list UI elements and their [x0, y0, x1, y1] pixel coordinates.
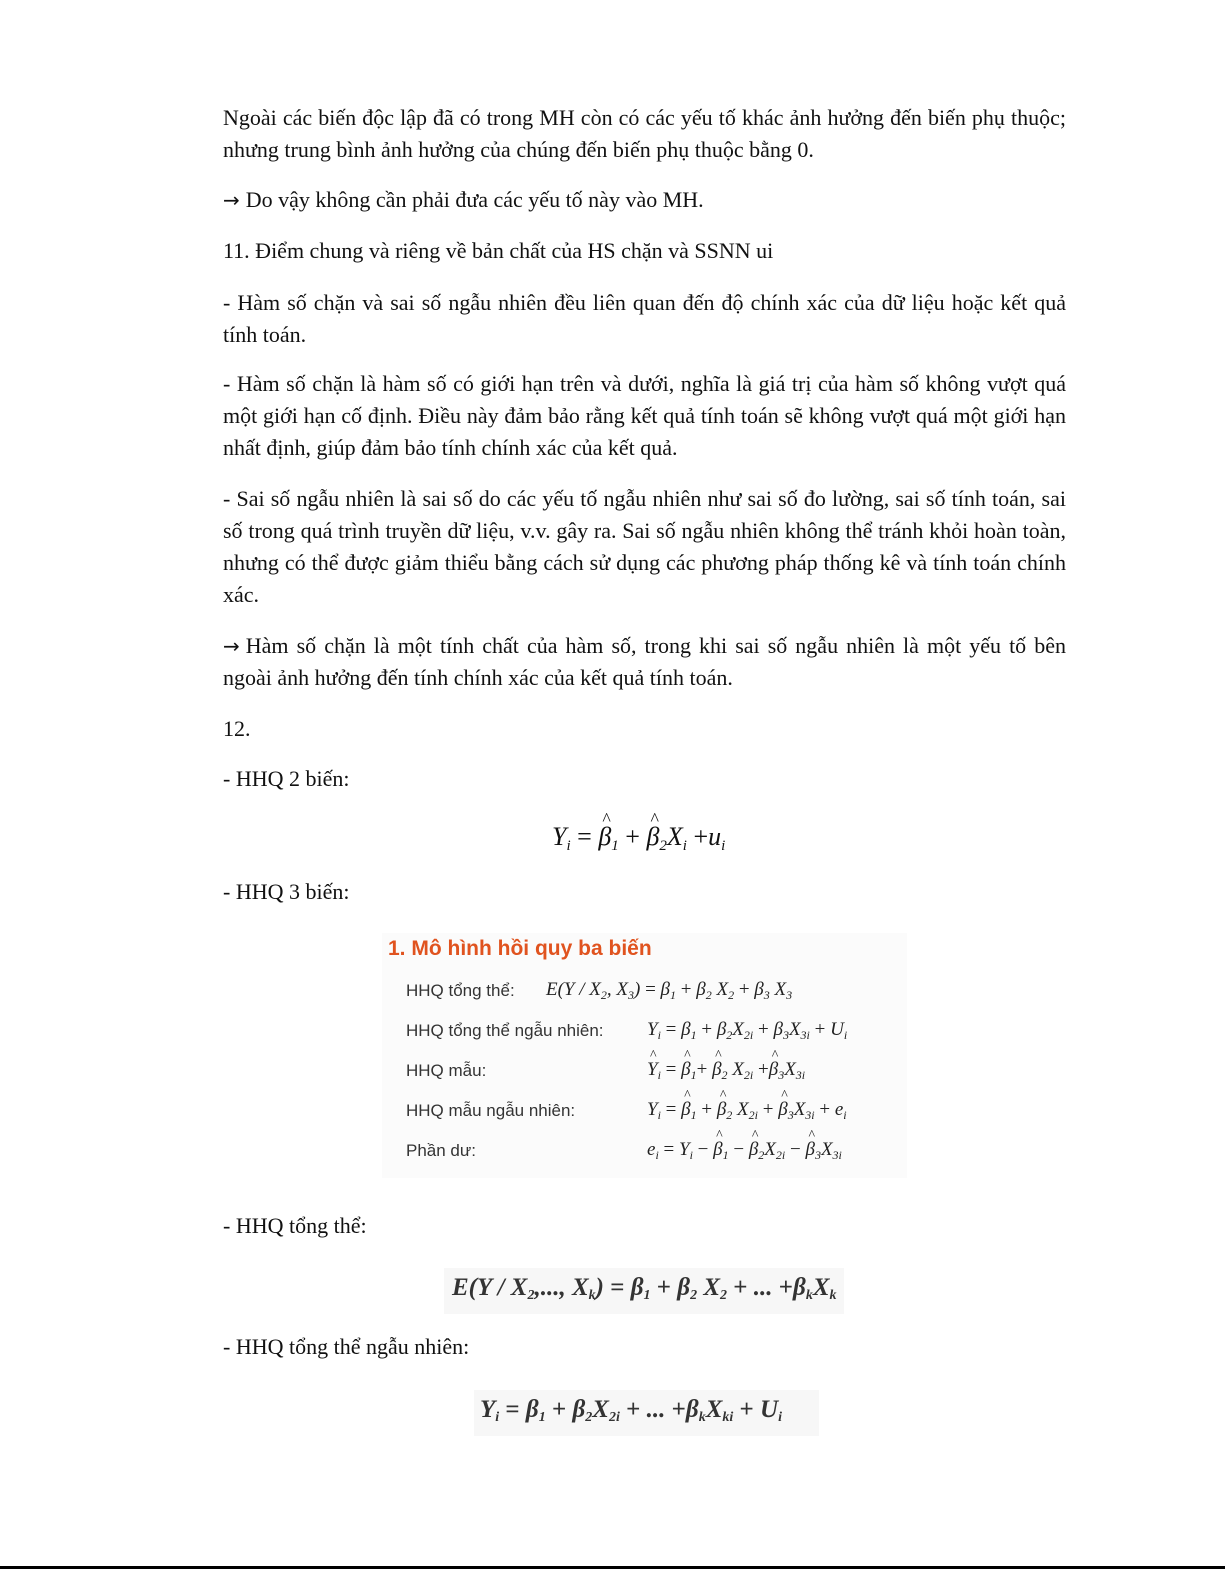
equation-population-k-image: [444, 1268, 844, 1314]
figure-row-population: [406, 981, 906, 1011]
label-two-variable: - HHQ 2 biến:: [223, 766, 350, 791]
paragraph-common: - Hàm số chặn và sai số ngẫu nhiên đều liên quan đến độ chính xác của dữ liệu hoặc kết quả tính toán.: [223, 290, 1066, 347]
paragraph-conclusion-2: → Hàm số chặn là một tính chất của hàm số, trong khi sai số ngẫu nhiên là một yếu tố bên ngoài ảnh hưởng đến tính chính xác của kết quả tính toán.: [223, 633, 1066, 690]
paragraph-random-error: - Sai số ngẫu nhiên là sai số do các yếu tố ngẫu nhiên như sai số đo lường, sai số tính toán, sai số trong quá trình truyền dữ liệu, v.v. gây ra. Sai số ngẫu nhiên không thể tránh khỏi hoàn toàn, nhưng có thể được giảm thiểu bằng cách sử dụng các phương pháp thống kê và tính toán chính xác.: [223, 486, 1066, 607]
figure-row-population-random: [406, 1021, 906, 1051]
label-three-variable: - HHQ 3 biến:: [223, 879, 350, 904]
three-variable-model-figure: [382, 933, 907, 1178]
section-heading-12: 12.: [223, 716, 251, 741]
paragraph-intro: Ngoài các biến độc lập đã có trong MH còn có các yếu tố khác ảnh hưởng đến biến phụ thuộc; nhưng trung bình ảnh hưởng của chúng đến biến phụ thuộc bằng 0.: [223, 105, 1066, 162]
figure-label: Phần dư:: [406, 1141, 476, 1160]
figure-row-sample-random: [406, 1101, 906, 1131]
page-bottom-rule: [0, 1566, 1225, 1569]
equation-population: $E(Y / X_2$, $X_3) = \beta_1 + \beta_2$ $X_2 + \beta_3$ $X_3$: [546, 979, 793, 1002]
equation-population-random: $Y_i = \beta_1 + \beta_2X_{2i} + \beta_3X_{3i} + U_i$: [647, 1019, 848, 1042]
figure-label: HHQ mẫu ngẫu nhiên:: [406, 1101, 576, 1120]
figure-title: 1. Mô hình hồi quy ba biến: [388, 937, 652, 960]
equation-population-k: $E(Y / X_2$,..., $X_k) = \beta_1 + \beta_2$ $X_2$ + ... $+\beta_kX_k$: [452, 1274, 837, 1303]
equation-two-variable: $Y_i$ = ^ $\beta_1$ + ^ $\beta_2X_i +u_i$: [552, 822, 725, 855]
paragraph-bounded-function: - Hàm số chặn là hàm số có giới hạn trên và dưới, nghĩa là giá trị của hàm số không vượt quá một giới hạn cố định. Điều này đảm bảo rằng kết quả tính toán sẽ không vượt quá một giới hạn nhất định, giúp đảm bảo tính chính xác của kết quả.: [223, 371, 1066, 460]
equation-sample: ^ $Y_i$ = ^ $\beta_1+$ ^ $\beta_2$ $X_{2i}$ +^ $\beta_3X_{3i}$: [647, 1059, 805, 1083]
equation-population-random-k-image: [474, 1390, 819, 1436]
figure-label: HHQ tổng thể:: [406, 981, 515, 1000]
paragraph-conclusion-1: → Do vậy không cần phải đưa các yếu tố này vào MH.: [223, 187, 704, 212]
figure-row-sample: [406, 1061, 906, 1091]
section-heading-11: 11. Điểm chung và riêng về bản chất của HS chặn và SSNN ui: [223, 238, 774, 263]
right-arrow-icon: →: [223, 634, 240, 658]
label-population: - HHQ tổng thể:: [223, 1213, 367, 1238]
figure-row-residual: [406, 1141, 906, 1171]
equation-sample-random: $Y_i$ = ^ $\beta_1$ + ^ $\beta_2$ $X_{2i}$ + ^ $\beta_3X_{3i} + e_i$: [647, 1099, 847, 1123]
figure-label: HHQ mẫu:: [406, 1061, 487, 1080]
label-population-random: - HHQ tổng thể ngẫu nhiên:: [223, 1334, 470, 1359]
right-arrow-icon: →: [223, 188, 240, 212]
figure-label: HHQ tổng thể ngẫu nhiên:: [406, 1021, 604, 1040]
equation-population-random-k: $Y_i = \beta_1 + \beta_2X_{2i}$ + ... $+\beta_kX_{ki} + U_i$: [480, 1396, 782, 1425]
equation-residual: $e_i = Y_i$ − ^ $\beta_1$ − ^ $\beta_2X_{2i}$ − ^ $\beta_3X_{3i}$: [647, 1139, 842, 1163]
